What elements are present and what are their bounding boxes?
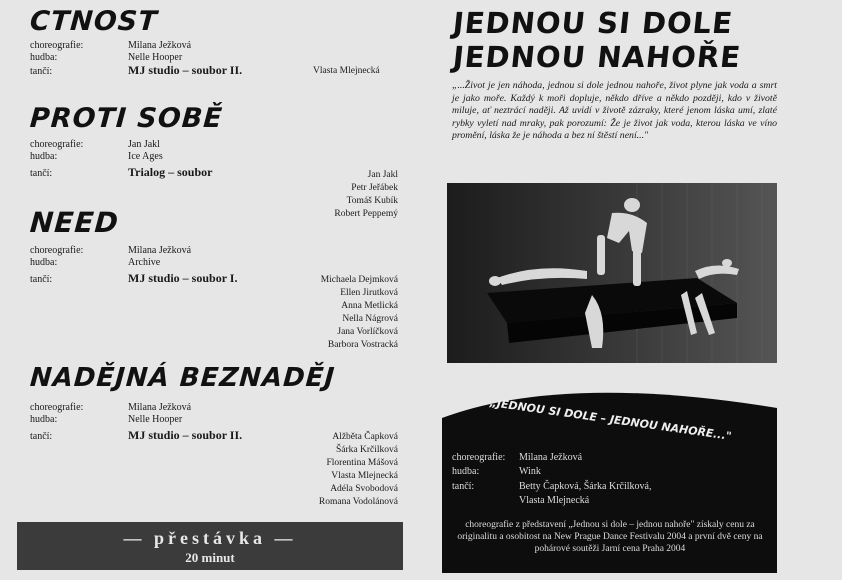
section-title: PROTI SOBĚ: [28, 103, 224, 134]
music-value: Nelle Hooper: [128, 414, 183, 425]
dancer-name: Florentina Mášová: [326, 458, 398, 468]
music-value: Archive: [128, 257, 161, 268]
dance-label: tančí:: [30, 274, 53, 285]
group-name: MJ studio – soubor II.: [128, 63, 243, 77]
intermission-banner: [17, 522, 403, 570]
box-music-label: hudba:: [452, 466, 480, 477]
dancer-name: Tomáš Kubík: [346, 196, 398, 206]
box-choreo-value: Milana Ježková: [519, 452, 583, 463]
dancer-name: Vlasta Mlejnecká: [313, 66, 380, 76]
main-title-line1: JEDNOU SI DOLE: [451, 6, 735, 40]
dancer-name: Michaela Dejmková: [320, 275, 398, 285]
choreo-value: Jan Jakl: [128, 139, 160, 150]
dancer-name: Petr Jeřábek: [351, 183, 398, 193]
box-music-value: Wink: [519, 466, 541, 477]
music-label: hudba:: [30, 414, 58, 425]
music-label: hudba:: [30, 52, 58, 63]
dancer-name: Robert Peppemý: [334, 209, 398, 219]
group-name: MJ studio – soubor II.: [128, 428, 243, 442]
performance-photo: [447, 183, 777, 363]
dance-label: tančí:: [30, 66, 53, 77]
dancer-name: Romana Vodolánová: [318, 497, 398, 507]
music-label: hudba:: [30, 257, 58, 268]
choreo-value: Milana Ježková: [128, 402, 192, 413]
dancer-name: Nella Nágrová: [342, 314, 398, 324]
dancer-name: Jan Jakl: [367, 170, 398, 180]
section-title: NEED: [28, 206, 121, 239]
group-name: MJ studio – soubor I.: [128, 271, 238, 285]
box-dancers-line2: Vlasta Mlejnecká: [519, 495, 590, 506]
box-dancers-line1: Betty Čapková, Šárka Krčilková,: [519, 481, 652, 492]
dancer-name: Ellen Jirutková: [340, 288, 398, 298]
dancer-name: Jana Vorlíčková: [337, 327, 398, 337]
intermission-duration: 20 minut: [185, 550, 235, 565]
music-label: hudba:: [30, 151, 58, 162]
dance-label: tančí:: [30, 431, 53, 442]
box-title: „JEDNOU SI DOLE – JEDNOU NAHOŘE...": [489, 396, 733, 443]
section-title: NADĚJNÁ BEZNADĚJ: [28, 363, 337, 393]
box-dance-label: tančí:: [452, 481, 475, 492]
dancer-name: Alžběta Čapková: [332, 432, 398, 442]
song-quote: „...Život je jen náhoda, jednou si dole jednou nahoře, život plyne jak voda a smrt je jako moře. Každý k moři dopluje, někdo dříve a někdo později, kdo v životě miluje, ať neztrácí naději. Až uvidí v životě zázraky, které jenom láska umí, zlaté rybky vyletí nad mraky, pak porozumí: Že je život jak voda, kterou láska ve víno promění, láska že je náhoda a bez ní štěstí není...": [452, 80, 777, 142]
intermission-title: — přestávka —: [123, 528, 297, 548]
dance-label: tančí:: [30, 168, 53, 179]
dancer-name: Šárka Krčilková: [336, 445, 398, 455]
choreo-label: choreografie:: [30, 245, 84, 256]
main-title-line2: JEDNOU NAHOŘE: [451, 40, 743, 74]
music-value: Nelle Hooper: [128, 52, 183, 63]
choreo-label: choreografie:: [30, 40, 84, 51]
choreo-value: Milana Ježková: [128, 245, 192, 256]
award-note: choreografie z představení „Jednou si dole – jednou nahoře" získaly cenu za originalitu a osobitost na New Prague Dance Festivalu 2004 a první dvě ceny na pohárové soutěži Jarní cena Praha 2004: [457, 520, 763, 554]
music-value: Ice Ages: [128, 151, 163, 162]
dancer-name: Barbora Vostracká: [327, 340, 398, 350]
section-title: CTNOST: [28, 6, 159, 37]
dancer-name: Vlasta Mlejnecká: [331, 471, 398, 481]
choreo-value: Milana Ježková: [128, 40, 192, 51]
choreo-label: choreografie:: [30, 402, 84, 413]
dancer-name: Adéla Svobodová: [330, 484, 398, 494]
dancer-name: Anna Metlická: [341, 301, 398, 311]
choreo-label: choreografie:: [30, 139, 84, 150]
left-page: [0, 0, 420, 580]
group-name: Trialog – soubor: [128, 165, 213, 179]
box-choreo-label: choreografie:: [452, 452, 506, 463]
